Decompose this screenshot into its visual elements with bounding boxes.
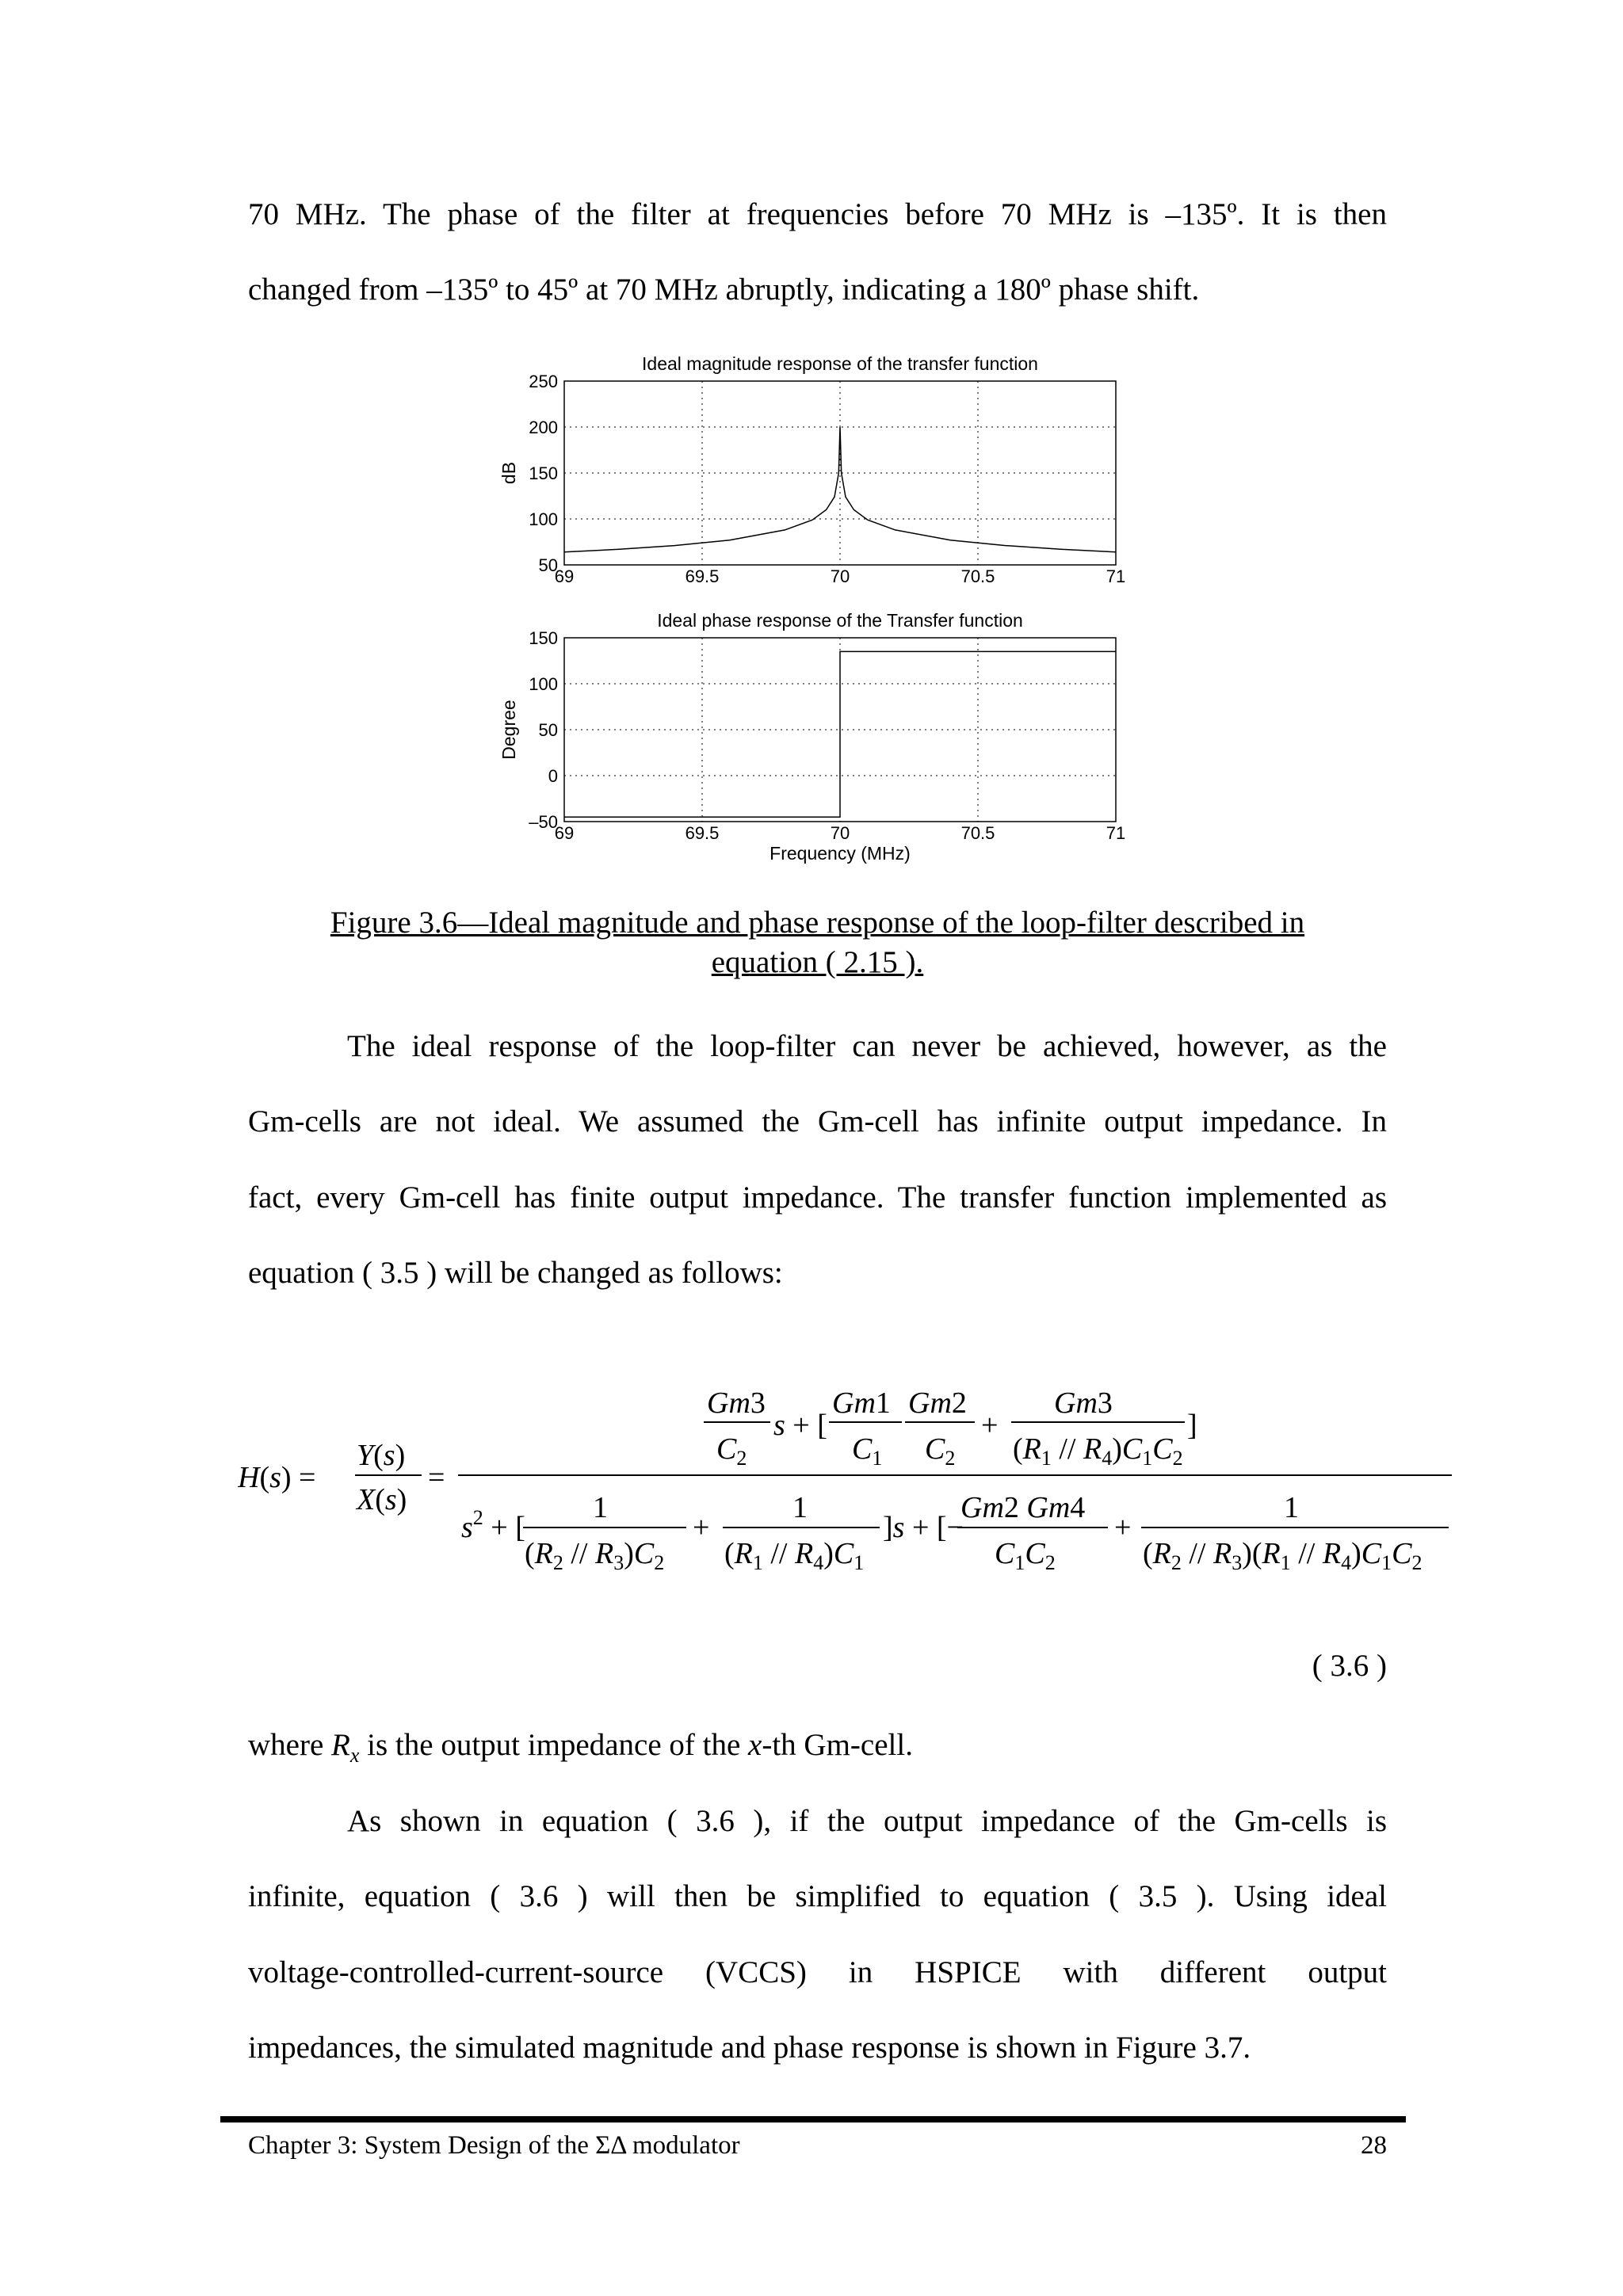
figure-caption-line-2: equation ( 2.15 ).	[711, 945, 924, 979]
y-axis-label: Degree	[498, 700, 519, 760]
x-tick-label: 70.5	[960, 566, 995, 586]
x-tick-label: 69.5	[685, 566, 720, 586]
svg-text:(R2 // R3)C2: $(R_2 // R_3)C_2$	[525, 1537, 665, 1574]
y-tick-label: 50	[538, 555, 558, 575]
svg-text:Gm1: Gm1	[832, 1386, 891, 1420]
svg-text:C2: $C_2$	[716, 1432, 747, 1470]
paragraph-2-line-1: The ideal response of the loop-filter can never be achieved, however, as the	[347, 1029, 1387, 1063]
svg-text:C2: $C_2$	[925, 1432, 956, 1470]
svg-text:1: 1	[792, 1491, 808, 1524]
x-tick-label: 69	[554, 823, 575, 843]
svg-text:(R1 // R4)C1: $(R_1 // R_4)C_1$	[724, 1537, 865, 1574]
paragraph-3-line-4: impedances, the simulated magnitude and phase response is shown in Figure 3.7.	[248, 2031, 1251, 2065]
figure-caption-line-1: Figure 3.6—Ideal magnitude and phase response of the loop-filter described in	[330, 906, 1305, 940]
chart-1	[498, 353, 1125, 586]
y-tick-label: –50	[529, 812, 558, 832]
svg-text:Y(s): Y(s)	[357, 1439, 406, 1472]
svg-text:(R2 // R3)(R1 // R4)C1C2: $(R_2 // R_3)(R_1 // R_4)C_1C_2$	[1143, 1537, 1423, 1574]
x-tick-label: 70	[830, 566, 850, 586]
svg-text:Gm2 Gm4: Gm2 Gm4	[960, 1491, 1086, 1524]
svg-text:H(s) =: H(s) =	[238, 1461, 316, 1494]
footer-rule	[220, 2116, 1406, 2122]
x-tick-label: 69.5	[685, 823, 720, 843]
footer-chapter-title: Chapter 3: System Design of the ΣΔ modulator	[248, 2131, 740, 2160]
svg-text:Gm2: Gm2	[908, 1386, 967, 1420]
y-tick-label: 250	[529, 372, 558, 391]
svg-text:X(s): X(s)	[357, 1483, 407, 1516]
chart-2	[498, 610, 1125, 864]
svg-text:C1C2: $C_1C_2$	[995, 1537, 1056, 1574]
paragraph-3-line-2: infinite, equation ( 3.6 ) will then be simplified to equation ( 3.5 ). Using ideal	[248, 1879, 1387, 1913]
figure-3-6	[491, 337, 1141, 875]
paragraph-2-line-4: equation ( 3.5 ) will be changed as follows:	[248, 1256, 783, 1290]
paragraph-1-line-1: 70 MHz. The phase of the filter at frequencies before 70 MHz is –135º. It is then	[248, 197, 1387, 231]
y-tick-label: 100	[529, 674, 558, 694]
paragraph-3-line-3: voltage-controlled-current-source (VCCS) in HSPICE with different output	[248, 1955, 1387, 1989]
series-line	[564, 427, 1116, 552]
paragraph-2-line-3: fact, every Gm-cell has finite output impedance. The transfer function implemented as	[248, 1180, 1387, 1215]
chart-title: Ideal phase response of the Transfer function	[657, 610, 1023, 631]
paragraph-3-line-1: As shown in equation ( 3.6 ), if the output impedance of the Gm-cells is	[347, 1804, 1387, 1838]
equation-number: ( 3.6 )	[1312, 1649, 1387, 1683]
paragraph-2-line-2: Gm-cells are not ideal. We assumed the Gm-cell has infinite output impedance. In	[248, 1104, 1387, 1138]
x-axis-label: Frequency (MHz)	[769, 843, 911, 864]
y-tick-label: 200	[529, 418, 558, 437]
y-axis-label: dB	[498, 461, 519, 485]
svg-text:+: +	[693, 1511, 710, 1544]
y-tick-label: 150	[529, 628, 558, 648]
page-number: 28	[1361, 2131, 1387, 2160]
paragraph-1-line-2: changed from –135º to 45º at 70 MHz abruptly, indicating a 180º phase shift.	[248, 273, 1200, 307]
x-tick-label: 71	[1106, 823, 1126, 843]
svg-text:Gm3: Gm3	[1054, 1386, 1113, 1420]
svg-text:Gm3: Gm3	[707, 1386, 766, 1420]
svg-text:+: +	[1114, 1511, 1132, 1544]
svg-text:C1: $C_1$	[852, 1432, 883, 1470]
series-line	[564, 651, 1116, 817]
y-tick-label: 150	[529, 463, 558, 483]
svg-text:1: 1	[1284, 1491, 1299, 1524]
svg-text:(R1 // R4)C1C2: $(R_1 // R_4)C_1C_2$	[1013, 1432, 1183, 1470]
y-tick-label: 0	[548, 766, 558, 786]
y-tick-label: 50	[538, 720, 558, 740]
x-tick-label: 70	[830, 823, 850, 843]
x-tick-label: 71	[1106, 566, 1126, 586]
svg-text:s + [: s + [	[773, 1409, 827, 1442]
y-tick-label: 100	[529, 509, 558, 529]
svg-text:s2 + [: $s^2$ + [	[461, 1506, 525, 1544]
svg-text:=: =	[428, 1461, 445, 1494]
equation-3-6	[238, 1383, 1458, 1589]
x-tick-label: 70.5	[960, 823, 995, 843]
svg-text:1: 1	[593, 1491, 608, 1524]
svg-text:]s + [−: ]s + [−	[883, 1511, 964, 1544]
chart-title: Ideal magnitude response of the transfer function	[642, 353, 1038, 374]
svg-text:]: ]	[1187, 1409, 1197, 1442]
svg-text:+: +	[981, 1409, 999, 1442]
where-line: where $R_x$ is the output impedance of the x-th Gm-cell.	[248, 1728, 913, 1767]
x-tick-label: 69	[554, 566, 575, 586]
